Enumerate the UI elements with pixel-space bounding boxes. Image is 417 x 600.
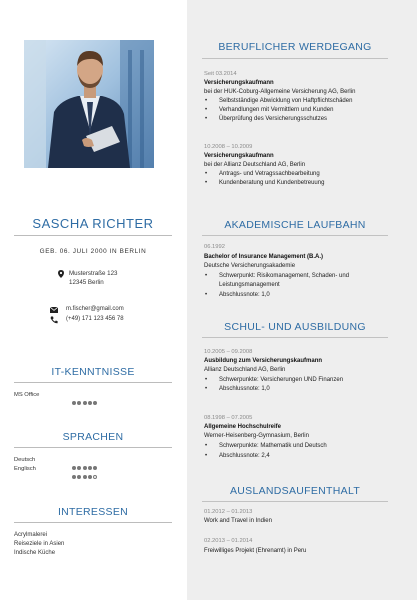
entry-title: Bachelor of Insurance Management (B.A.) — [204, 254, 324, 260]
email-icon — [50, 307, 58, 313]
skill-label: MS Office — [14, 392, 40, 398]
rating-dot-filled — [83, 475, 87, 479]
it-skills-heading: IT-KENNTNISSE — [51, 366, 135, 378]
entry-title: Versicherungskaufmann — [204, 80, 274, 86]
divider — [14, 235, 172, 236]
address-city: 12345 Berlin — [69, 279, 104, 286]
interest-item: Reiseziele in Asien — [14, 541, 65, 547]
rating-dot-empty — [93, 475, 97, 479]
skill-rating — [72, 392, 98, 410]
rating-dot-filled — [72, 475, 76, 479]
language-label: Englisch — [14, 466, 36, 472]
entry-org: bei der Allianz Deutschland AG, Berlin — [204, 162, 306, 168]
cv-page: SASCHA RICHTER GEB. 06. JULI 2000 IN BERLIN Musterstraße 123 12345 Berlin m.fischer@gmail.com (+49) 171 123 456 78 IT-KENNTNISSE MS Office SPRACHEN Deutsch Englisch INTERESSEN Acrylmalerei Reiseziele in Asien Indische Küche BERUFLICHER WERDEGANG Seit 03.2014 Versicherungskaufmann bei der HUK-Coburg-Allgemeine Versicherung AG, Berlin • Selbstständige Abwicklung von Haftpflichtschäden • Verhandlungen mit Vermittlern und Kunden • Überprüfung des Versicherungsschutzes 10.2008 – 10.2009 Versicherungskaufmann bei der Allianz Deutschland AG, Berlin • Antrags- und Vetragssachbearbeitung • Kundenberatung und Kundenbetreuung AKADEMISCHE LAUFBAHN 06.1992 Bachelor of Insurance Management (B.A.) Deutsche Versicherungsakademie • Schwerpunkt: Risikomanagement, Schaden- und Leistungsmanagement • Abschlussnote: 1,0 SCHUL- UND AUSBILDUNG 10.2005 – 09.2008 Ausbildung zum Versicherungskaufmann Allianz Deutschland AG, Berlin • Schwerpunkte: Versicherungen UND Finanzen • Abschlussnote: 1,0 08.1998 – 07.2005 Allgemeine Hochschulreife Werner-Heisenberg-Gymnasium, Berlin • Schwerpunkte: Mathematik und Deutsch • Abschlussnote: 2,4 AUSLANDSAUFENTHALT 01.2012 – 01.2013 Work and Travel in Indien 02.2013 – 01.2014 Freiwilliges Projekt (Ehrenamt) in Peru — [0, 0, 417, 600]
entry-date: 10.2005 – 09.2008 — [204, 349, 253, 355]
phone-number: (+49) 171 123 456 78 — [66, 316, 124, 322]
languages-heading: SPRACHEN — [62, 431, 124, 443]
education-heading: SCHUL- UND AUSBILDUNG — [224, 321, 366, 333]
entry-date: Seit 03.2014 — [204, 71, 237, 77]
entry-org: Deutsche Versicherungsakademie — [204, 263, 296, 269]
phone-icon — [50, 316, 58, 324]
entry-org: bei der HUK-Coburg-Allgemeine Versicherung AG, Berlin — [204, 89, 356, 95]
entry-org: Werner-Heisenberg-Gymnasium, Berlin — [204, 433, 309, 439]
entry-org: Allianz Deutschland AG, Berlin — [204, 367, 286, 373]
interests-heading: INTERESSEN — [57, 506, 129, 518]
entry-text: Freiwilliges Projekt (Ehrenamt) in Peru — [204, 548, 307, 554]
profile-photo — [24, 40, 154, 168]
divider — [202, 337, 388, 338]
rating-dot-filled — [88, 475, 92, 479]
interest-item: Indische Küche — [14, 550, 56, 556]
person-name: SASCHA RICHTER — [32, 216, 154, 231]
rating-dot-filled — [83, 401, 87, 405]
entry-title: Ausbildung zum Versicherungskaufmann — [204, 358, 323, 364]
language-rating — [72, 466, 98, 484]
divider — [202, 501, 388, 502]
entry-date: 02.2013 – 01.2014 — [204, 538, 253, 544]
entry-date: 01.2012 – 01.2013 — [204, 509, 253, 515]
entry-date: 06.1992 — [204, 244, 225, 250]
rating-dot-filled — [88, 401, 92, 405]
divider — [14, 522, 172, 523]
career-heading: BERUFLICHER WERDEGANG — [218, 41, 372, 53]
rating-dot-filled — [77, 475, 81, 479]
divider — [202, 235, 388, 236]
entry-date: 08.1998 – 07.2005 — [204, 415, 253, 421]
rating-dot-filled — [77, 401, 81, 405]
birth-info: GEB. 06. JULI 2000 IN BERLIN — [39, 248, 147, 255]
divider — [202, 58, 388, 59]
entry-text: Work and Travel in Indien — [204, 518, 272, 524]
location-pin-icon — [58, 270, 64, 278]
rating-dot-filled — [93, 401, 97, 405]
academic-heading: AKADEMISCHE LAUFBAHN — [224, 219, 366, 231]
language-label: Deutsch — [14, 457, 36, 463]
abroad-heading: AUSLANDSAUFENTHALT — [229, 485, 361, 497]
entry-title: Versicherungskaufmann — [204, 153, 274, 159]
divider — [14, 447, 172, 448]
address-street: Musterstraße 123 — [69, 270, 118, 277]
email-link[interactable]: m.fischer@gmail.com — [66, 306, 124, 312]
rating-dot-filled — [72, 401, 76, 405]
entry-title: Allgemeine Hochschulreife — [204, 424, 282, 430]
entry-date: 10.2008 – 10.2009 — [204, 144, 253, 150]
interest-item: Acrylmalerei — [14, 532, 48, 538]
divider — [14, 382, 172, 383]
